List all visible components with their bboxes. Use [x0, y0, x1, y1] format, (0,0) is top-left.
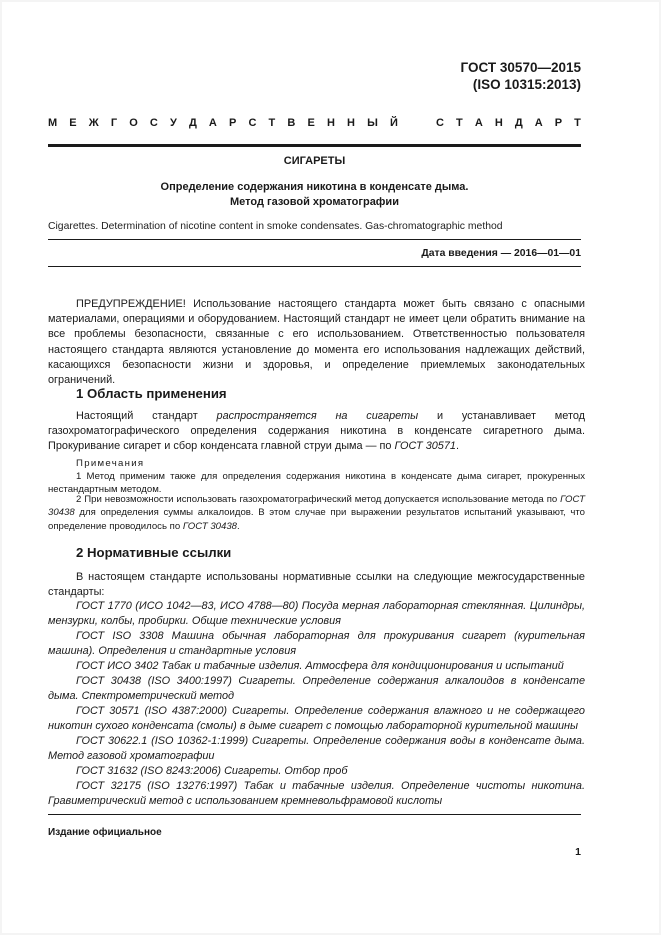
normative-reference-text: ГОСТ 1770 (ИСО 1042—83, ИСО 4788—80) Посуда мерная лабораторная стеклянная. Цилиндры, мензурки, колбы, пробирки. Общие технические условия [48, 600, 585, 628]
scope-italic-cigarettes: распространяется на сигареты [216, 410, 419, 422]
normative-reference-item [48, 659, 585, 674]
normative-reference-item [48, 779, 585, 809]
document-page [2, 2, 659, 933]
normative-reference-item [48, 734, 585, 764]
normative-reference-text: ГОСТ 30438 (ISO 3400:1997) Сигареты. Определение содержания алкалоидов в конденсате дыма. Спектрометрический метод [48, 675, 585, 703]
english-title: Cigarettes. Determination of nicotine content in smoke condensates. Gas-chromatographic method [48, 221, 503, 232]
scope-text: . [455, 440, 460, 453]
normative-reference-text: ГОСТ 30571 (ISO 4387:2000) Сигареты. Определение содержания влажного и не содержащего никотин сухого конденсата (смолы) в дыме сигарет с помощью лабораторной курительной машины [48, 705, 585, 733]
normative-reference-text: ГОСТ ISO 3308 Машина обычная лабораторная для прокуривания сигарет (курительная машина). Определения и стандартные условия [48, 630, 585, 658]
normative-reference-text: ГОСТ 30622.1 (ISO 10362-1:1999) Сигареты. Определение содержания воды в конденсате дыма. Метод газовой хроматографии [48, 735, 585, 763]
section-1-heading: 1 Область применения [76, 386, 227, 401]
note-2-text: . [237, 520, 240, 532]
note-2-text: 2 При невозможности использовать газохроматографический метод допускается использование метода по [76, 494, 561, 505]
date-rule [48, 266, 581, 267]
normative-reference-text: ГОСТ ИСО 3402 Табак и табачные изделия. Атмосфера для кондиционирования и испытаний [76, 660, 564, 672]
title-rule [48, 239, 581, 240]
interstate-standard-banner [48, 117, 581, 129]
iso-number: (ISO 10315:2013) [472, 77, 581, 92]
official-edition-label: Издание официальное [48, 827, 162, 838]
normative-reference-item [48, 764, 585, 779]
scope-text: Настоящий стандарт [76, 410, 217, 422]
normative-reference-item [48, 599, 585, 629]
note-2-ref: ГОСТ 30438 [182, 520, 238, 532]
note-2-ref: ГОСТ 30438 [48, 494, 585, 519]
normative-reference-item [48, 629, 585, 659]
doc-subtitle-line1: Определение содержания никотина в конденсате дыма. [160, 181, 469, 193]
doc-subtitle-line2: Метод газовой хроматографии [230, 196, 399, 208]
scope-paragraph [48, 409, 585, 455]
footer-rule [48, 814, 581, 815]
notes-label: Примечания [76, 458, 145, 469]
normative-reference-text: ГОСТ 32175 (ISO 13276:1997) Табак и табачные изделия. Определение чистоты никотина. Гравиметрический метод с использованием кремневольфрамовой кислоты [48, 780, 585, 808]
banner-word-standard: С Т А Н Д А Р Т [436, 117, 581, 129]
note-2-text: для определения суммы алкалоидов. В этом случае при выражении результатов испытаний указывают, что определение проводилось по [48, 507, 585, 532]
normative-reference-text: ГОСТ 31632 (ISO 8243:2006) Сигареты. Отбор проб [76, 765, 348, 777]
note-2 [48, 493, 585, 533]
top-rule [48, 144, 581, 147]
gost-number: ГОСТ 30570—2015 [460, 60, 581, 75]
normative-reference-item [48, 674, 585, 704]
normative-reference-item [48, 704, 585, 734]
banner-word-interstate: М Е Ж Г О С У Д А Р С Т В Е Н Н Ы Й [48, 117, 398, 129]
references-intro: В настоящем стандарте использованы нормативные ссылки на следующие межгосударственные стандарты: [48, 571, 585, 599]
introduction-date: Дата введения — 2016—01—01 [421, 248, 581, 259]
note-1: 1 Метод применим также для определения содержания никотина в конденсате дыма сигарет, прокуренных нестандартным методом. [48, 471, 585, 496]
scope-ref-gost-30571: ГОСТ 30571 [394, 440, 456, 453]
warning-paragraph: ПРЕДУПРЕЖДЕНИЕ! Использование настоящего стандарта может быть связано с опасными материалами, операциями и оборудованием. Настоящий стандарт не имеет цели обратить внимание на все проблемы безопасности, связанные с его использованием. Ответственностью пользователя настоящего стандарта являются установление до момента его использования надлежащих действий, касающихся безопасности жизни и здоровья, и определение приемлемых законодательных ограничений. [48, 298, 585, 387]
section-2-heading: 2 Нормативные ссылки [76, 545, 232, 560]
scope-text: и устанавливает метод газохроматографического определения содержания никотина в конденсате сигаретного дыма. Прокуривание сигарет и сбор конденсата главной струи дыма — по [48, 410, 585, 453]
doc-title: СИГАРЕТЫ [283, 155, 346, 167]
page-number: 1 [575, 846, 581, 858]
